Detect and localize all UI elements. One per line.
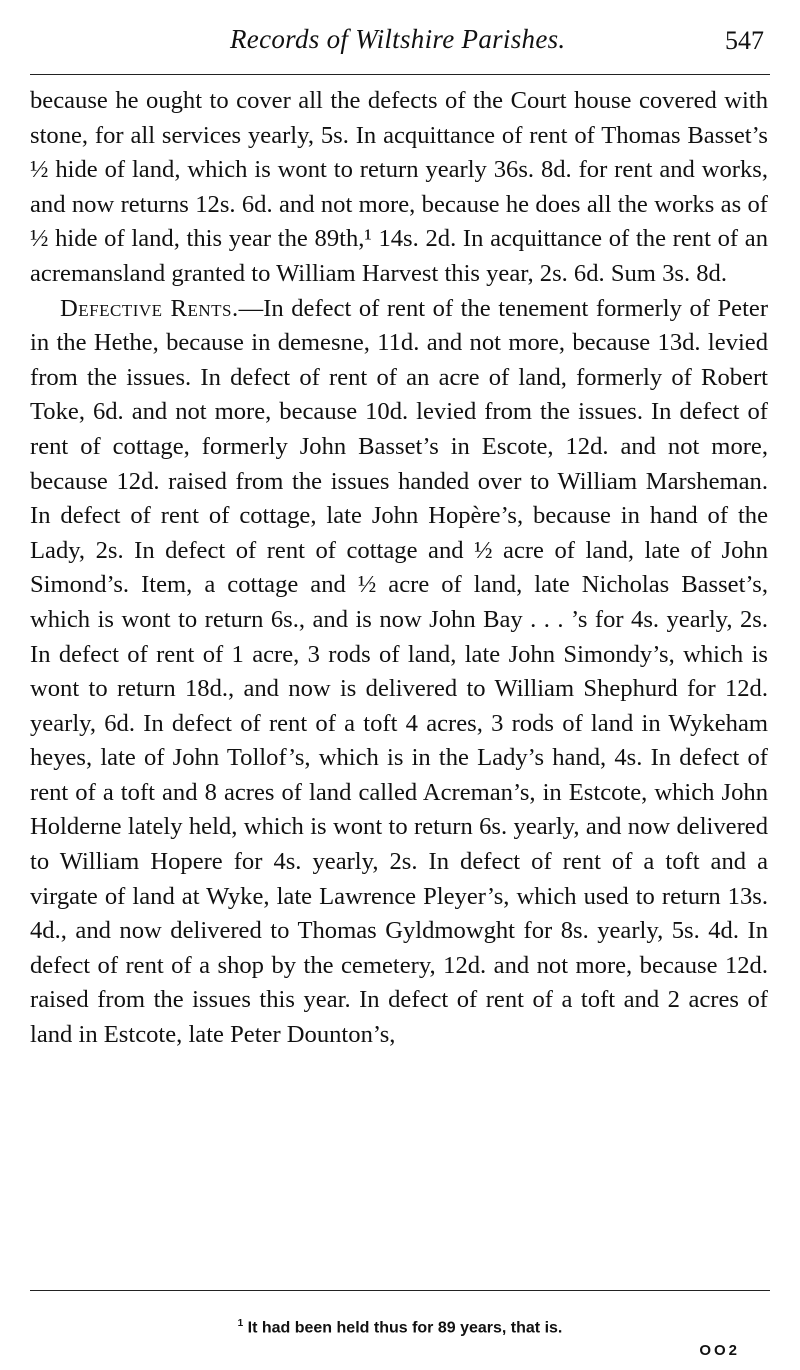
page-header [30, 24, 770, 64]
paragraph-2-text: —In defect of rent of the tenement formerly of Peter in the Hethe, because in demesne, 11d. and not more, because 13d. levied from the issues. In defect of rent of an acre of land, formerly of Robert Toke, 6d. and not more, because 10d. levied from the issues. In defect of rent of cottage, formerly John Basset’s in Escote, 12d. and not more, because 12d. raised from the issues handed over to William Marsheman. In defect of rent of cottage, late John Hopère’s, because in hand of the Lady, 2s. In defect of rent of cottage and ½ acre of land, late of John Simond’s. Item, a cottage and ½ acre of land, late Nicholas Basset’s, which is wont to return 6s., and is now John Bay . . . ’s for 4s. yearly, 2s. In defect of rent of 1 acre, 3 rods of land, late John Simondy’s, which is wont to return 18d., and now is delivered to William Shephurd for 12d. yearly, 6d. In defect of rent of a toft 4 acres, 3 rods of land in Wykeham heyes, late of John Tollof’s, which is in the Lady’s hand, 4s. In defect of rent of a toft and 8 acres of land called Acreman’s, in Estcote, which John Holderne lately held, which is wont to return 6s. yearly, and now delivered to William Hopere for 4s. yearly, 2s. In defect of rent of a toft and a virgate of land at Wyke, late Lawrence Pleyer’s, which used to return 13s. 4d., and now delivered to Thomas Gyldmowght for 8s. yearly, 5s. 4d. In defect of rent of a shop by the cemetery, 12d. and not more, because 12d. raised from the issues this year. In defect of rent of a toft and 2 acres of land in Estcote, late Peter Dounton’s, [30, 294, 769, 1049]
footnote-rule [30, 1290, 770, 1291]
footnote [0, 1318, 800, 1337]
page-number: 547 [725, 26, 764, 55]
footnote-text: It had been held thus for 89 years, that is. [247, 1319, 563, 1337]
footnote-marker: 1 [237, 1318, 244, 1329]
header-rule [30, 74, 770, 75]
section-heading: Defective Rents. [60, 294, 239, 322]
printer-signature: OO2 [699, 1342, 740, 1359]
running-title: Records of Wiltshire Parishes. [230, 24, 566, 54]
body-text [30, 84, 768, 1053]
paragraph-1: because he ought to cover all the defects of the Court house covered with stone, for all services yearly, 5s. In acquittance of rent of Thomas Basset’s ½ hide of land, which is wont to return yearly 36s. 8d. for rent and works, and now returns 12s. 6d. and not more, because he does all the works as of ½ hide of land, this year the 89th,¹ 14s. 2d. In acquittance of the rent of an acremansland granted to William Harvest this year, 2s. 6d. Sum 3s. 8d. [30, 87, 768, 287]
paragraph-2 [30, 292, 768, 1053]
